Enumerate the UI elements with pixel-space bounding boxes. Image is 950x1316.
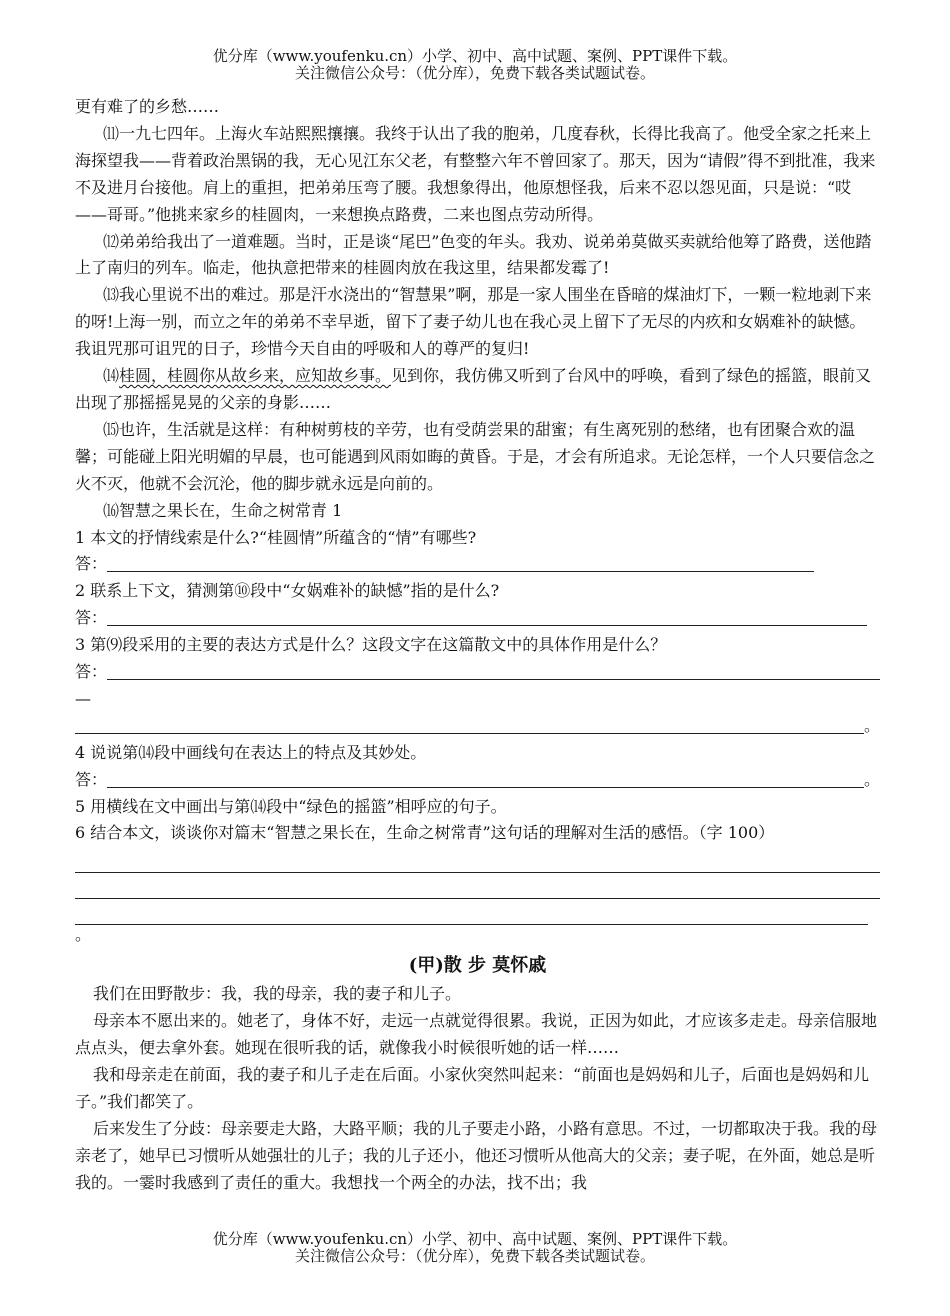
section-paragraph: 我和母亲走在前面，我的妻子和儿子走在后面。小家伙突然叫起来：“前面也是妈妈和儿子，后面也是妈妈和儿子。”我们都笑了。 <box>75 1065 870 1111</box>
answer-rule[interactable] <box>107 607 867 626</box>
answer-rule-6b[interactable] <box>75 873 880 899</box>
question-4: 4 说说第⒁段中画线句在表达上的特点及其妙处。 <box>75 742 427 762</box>
paragraph-16 <box>75 498 880 525</box>
section-paragraph: 母亲本不愿出来的。她老了，身体不好，走远一点就觉得很累。我说，正因为如此，才应该多走走。母亲信服地点点头，便去拿外套。她现在很听我的话，就像我小时候很听她的话一样…… <box>75 1011 878 1058</box>
answer-line-3[interactable] <box>75 659 880 686</box>
answer-period: 。 <box>863 769 880 789</box>
answer-label: 答： <box>75 554 108 574</box>
header-line-1: 优分库（www.youfenku.cn）小学、初中、高中试题、案例、PPT课件下载。 <box>212 47 738 65</box>
paragraph-11 <box>75 121 880 229</box>
footer-line-1: 优分库（www.youfenku.cn）小学、初中、高中试题、案例、PPT课件下载。 <box>212 1230 738 1248</box>
question-6: 6 结合本文，谈谈你对篇末“智慧之果长在，生命之树常青”这句话的理解对生活的感悟。（字 100） <box>75 823 775 843</box>
answer-label: 答： <box>75 608 108 628</box>
answer-rule[interactable] <box>107 661 880 680</box>
paragraph-number: ⒁ <box>103 366 120 386</box>
page-header <box>0 48 950 82</box>
underlined-sentence: 桂圆，桂圆你从故乡来，应知故乡事。 <box>119 366 392 386</box>
answer-rule[interactable] <box>107 769 864 788</box>
paragraph-number: ⒂ <box>103 419 120 439</box>
question-2: 2 联系上下文，猜测第⑩段中“女娲难补的缺憾”指的是什么? <box>75 581 500 601</box>
document-body <box>75 94 880 1197</box>
answer-label: 答： <box>75 662 108 682</box>
header-line-2: 关注微信公众号：（优分库），免费下载各类试题试卷。 <box>294 64 655 82</box>
paragraph-number: ⑾ <box>103 123 120 143</box>
answer-dash: — <box>75 688 91 708</box>
paragraph-text: 也许，生活就是这样：有种树剪枝的辛劳，也有受荫尝果的甜蜜；有生离死别的愁绪，也有团聚合欢的温馨；可能碰上阳光明媚的早晨，也可能遇到风雨如晦的黄昏。于是，才会有所追求。无论怎样，一个人只要信念之火不灭，他就不会沉沦，他的脚步就永远是向前的。 <box>75 419 876 493</box>
paragraph-14 <box>75 363 880 417</box>
answer-line-3b[interactable] <box>75 713 880 740</box>
answer-line-4[interactable] <box>75 767 880 794</box>
question-3: 3 第⑼段采用的主要的表达方式是什么？这段文字在这篇散文中的具体作用是什么？ <box>75 635 667 655</box>
answer-rule[interactable] <box>75 715 864 734</box>
paragraph-number: ⒃ <box>103 500 120 520</box>
answer-rule-6a[interactable] <box>75 847 880 873</box>
page-footer <box>0 1231 950 1265</box>
section-title: (甲)散 步 莫怀戚 <box>408 955 547 977</box>
paragraph-13 <box>75 282 880 363</box>
section-paragraph: 后来发生了分歧：母亲要走大路，大路平顺；我的儿子要走小路，小路有意思。不过，一切都取决于我。我的母亲老了，她早已习惯听从她强壮的儿子；我的儿子还小，他还习惯听从他高大的父亲；妻子呢，在外面，她总是听我的。一霎时我感到了责任的重大。我想找一个两全的办法，找不出；我 <box>75 1118 878 1192</box>
answer-rule-6c[interactable] <box>75 899 868 925</box>
section-paragraph: 我们在田野散步：我，我的母亲，我的妻子和儿子。 <box>93 984 462 1004</box>
paragraph-15 <box>75 417 880 498</box>
footer-line-2: 关注微信公众号：（优分库），免费下载各类试题试卷。 <box>294 1247 655 1265</box>
answer-line-1[interactable] <box>75 551 880 578</box>
paragraph-text: 见到你，我仿佛又听到了台风中的呼唤，看到了绿色的摇篮，眼前又出现了那摇摇晃晃的父亲的身影…… <box>75 366 872 412</box>
passage-lead: 更有难了的乡愁…… <box>75 97 220 116</box>
answer-period: 。 <box>863 715 880 735</box>
paragraph-text: 我心里说不出的难过。那是汗水浇出的“智慧果”啊，那是一家人围坐在昏暗的煤油灯下，一颗一粒地剥下来的呀!上海一别，而立之年的弟弟不幸早逝，留下了妻子幼儿也在我心灵上留下了无尽的内疚和女娲难补的缺憾。我诅咒那可诅咒的日子，珍惜今天自由的呼吸和人的尊严的复归! <box>75 285 872 359</box>
answer-period: 。 <box>75 925 92 945</box>
question-5: 5 用横线在文中画出与第⒁段中“绿色的摇篮”相呼应的句子。 <box>75 796 507 816</box>
paragraph-text: 一九七四年。上海火车站熙熙攘攘。我终于认出了我的胞弟，几度春秋，长得比我高了。他受全家之托来上海探望我——背着政治黑锅的我，无心见江东父老，有整整六年不曾回家了。那天，因为“请假”得不到批准，我来不及进月台接他。肩上的重担，把弟弟压弯了腰。我想象得出，他原想怪我，后来不忍以怨见面，只是说：“哎——哥哥。”他挑来家乡的桂圆肉，一来想换点路费，二来也图点劳动所得。 <box>75 123 876 224</box>
answer-rule[interactable] <box>107 553 814 572</box>
answer-label: 答： <box>75 769 108 789</box>
question-1: 1 本文的抒情线索是什么?“桂圆情”所蕴含的“情”有哪些? <box>75 527 477 547</box>
paragraph-number: ⒀ <box>103 285 120 305</box>
paragraph-12 <box>75 229 880 283</box>
paragraph-number: ⑿ <box>103 231 120 251</box>
paragraph-text: 弟弟给我出了一道难题。当时，正是谈“尾巴”色变的年头。我劝、说弟弟莫做买卖就给他筹了路费，送他踏上了南归的列车。临走，他执意把带来的桂圆肉放在我这里，结果都发霉了! <box>75 231 872 278</box>
paragraph-text: 智慧之果长在，生命之树常青 1 <box>119 500 343 520</box>
answer-line-2[interactable] <box>75 605 880 632</box>
